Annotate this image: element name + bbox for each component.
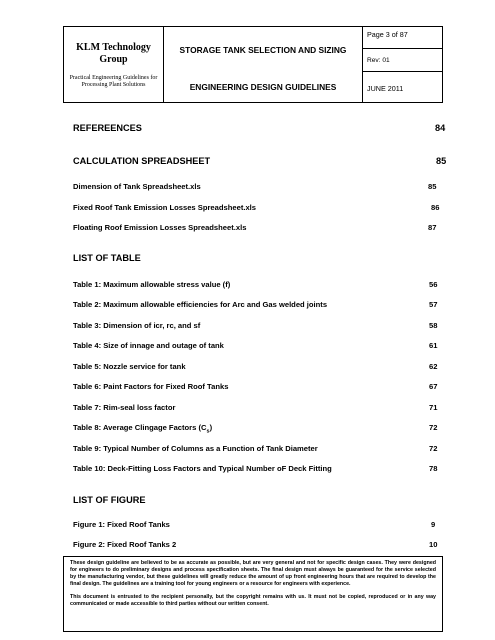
toc-entry-page: 56 <box>429 280 438 289</box>
section-heading: LIST OF FIGURE <box>73 495 146 505</box>
toc-entry-label: Table 3: Dimension of icr, rc, and sf <box>73 321 201 330</box>
toc-entry-label: Table 5: Nozzle service for tank <box>73 362 186 371</box>
document-title: STORAGE TANK SELECTION AND SIZING <box>179 45 347 55</box>
toc-entry-label: Table 4: Size of innage and outage of tank <box>73 341 224 350</box>
toc-entry-page: 87 <box>428 223 437 232</box>
toc-entry <box>73 423 443 435</box>
toc-entry-label: Table 6: Paint Factors for Fixed Roof Tanks <box>73 382 229 391</box>
toc-entry <box>73 382 443 394</box>
toc-entry <box>73 321 443 333</box>
section-heading-tables <box>73 253 443 265</box>
toc-entry <box>73 520 443 532</box>
toc-entry-label: Floating Roof Emission Losses Spreadsheet.xls <box>73 223 247 232</box>
toc-entry-label: Dimension of Tank Spreadsheet.xls <box>73 182 201 191</box>
toc-entry <box>73 341 443 353</box>
toc-entry-page: 86 <box>431 203 440 212</box>
title-cell <box>164 27 363 102</box>
toc-entry-page: 62 <box>429 362 438 371</box>
disclaimer-text: These design guideline are believed to be as accurate as possible, but are very general and not for specific design cases. They were designed for engineers to do preliminary designs and process specification sheets. The final design must always be guaranteed for the service selected by the manufacturing vendor, but these guidelines will greatly reduce the amount of up front engineering hours that are required to develop the final design. The guidelines are a training tool for young engineers or a resource for engineers with experience. <box>70 560 436 588</box>
toc-entry-page: 9 <box>431 520 436 529</box>
toc-entry-label: CALCULATION SPREADSHEET <box>73 156 211 166</box>
toc-entry-page: 85 <box>428 182 437 191</box>
toc-entry <box>73 444 443 456</box>
company-name: KLM Technology Group <box>76 42 151 65</box>
toc-entry-page: 72 <box>429 423 438 432</box>
toc-entry-label: Table 10: Deck-Fitting Loss Factors and Typical Number oF Deck Fitting <box>73 464 332 473</box>
toc-entry-label: Table 1: Maximum allowable stress value (f) <box>73 280 231 289</box>
toc-entry <box>73 223 443 235</box>
toc-entry-page: 61 <box>429 341 438 350</box>
toc-entry-label: REFEREENCES <box>73 123 142 133</box>
toc-entry <box>73 182 443 194</box>
toc-entry-label: Figure 1: Fixed Roof Tanks <box>73 520 170 529</box>
toc-entry-calculation <box>73 156 447 168</box>
section-heading: LIST OF TABLE <box>73 253 141 263</box>
toc-entry-label: Figure 2: Fixed Roof Tanks 2 <box>73 540 177 549</box>
toc-entry-page: 84 <box>435 123 446 133</box>
disclaimer-box <box>63 556 443 632</box>
toc-entry-label-text: Table 8: Average Clingage Factors (C <box>73 423 207 432</box>
copyright-text: This document is entrusted to the recipient personally, but the copyright remains with us. It must not be copied, reproduced or in any way communicated or made accessible to third parties without our written consent. <box>70 594 436 608</box>
company-cell <box>64 27 164 102</box>
toc-entry-page: 85 <box>436 156 447 166</box>
company-tagline: Practical Engineering Guidelines for Processing Plant Solutions <box>69 75 158 88</box>
toc-entry <box>73 300 443 312</box>
toc-entry-label: Table 9: Typical Number of Columns as a Function of Tank Diameter <box>73 444 318 453</box>
toc-entry-label <box>73 423 212 435</box>
toc-entry-page: 67 <box>429 382 438 391</box>
toc-entry-page: 57 <box>429 300 438 309</box>
toc-entry-page: 72 <box>429 444 438 453</box>
page-number: Page 3 of 87 <box>363 27 442 49</box>
toc-entry-page: 71 <box>429 403 438 412</box>
toc-entry-references <box>73 123 446 135</box>
toc-entry-page: 78 <box>429 464 438 473</box>
toc-entry <box>73 464 443 476</box>
toc-entry <box>73 403 443 415</box>
header-table <box>63 26 443 103</box>
toc-entry-label: Fixed Roof Tank Emission Losses Spreadsheet.xls <box>73 203 257 212</box>
toc-entry-page: 10 <box>429 540 438 549</box>
toc-entry-label-tail: ) <box>209 423 213 432</box>
revision: Rev: 01 <box>363 49 442 72</box>
section-heading-figures <box>73 495 443 507</box>
document-subtitle: ENGINEERING DESIGN GUIDELINES <box>189 82 337 92</box>
issue-date: JUNE 2011 <box>367 84 404 93</box>
toc-entry-page: 58 <box>429 321 438 330</box>
toc-entry-subscript: s <box>206 428 210 435</box>
toc-entry <box>73 362 443 374</box>
meta-cell <box>363 27 442 102</box>
toc-entry <box>73 280 443 292</box>
toc-entry <box>73 203 443 215</box>
toc-entry-label: Table 7: Rim-seal loss factor <box>73 403 176 412</box>
toc-entry-label: Table 2: Maximum allowable efficiencies for Arc and Gas welded joints <box>73 300 328 309</box>
toc-entry <box>73 540 443 552</box>
